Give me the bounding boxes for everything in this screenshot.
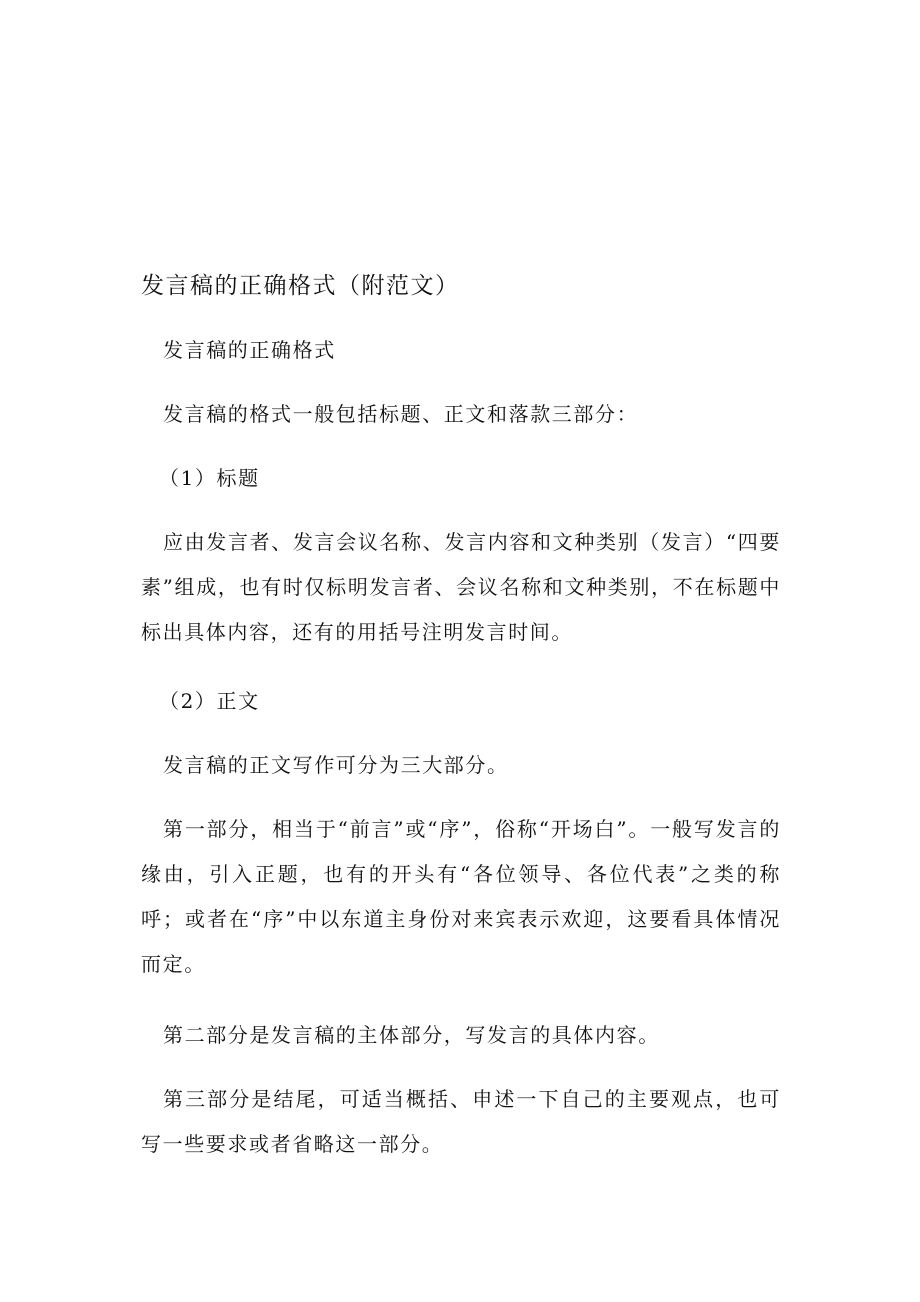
paragraph-part-two: 第二部分是发言稿的主体部分，写发言的具体内容。 <box>163 1023 660 1047</box>
paragraph-part-three: 第三部分是结尾，可适当概括、申述一下自己的主要观点，也可写一些要求或者省略这一部分。 <box>141 1087 781 1156</box>
paragraph-body-parts: 发言稿的正文写作可分为三大部分。 <box>163 753 509 777</box>
paragraph-format-overview: 发言稿的格式一般包括标题、正文和落款三部分： <box>163 402 639 426</box>
document-title: 发言稿的正确格式（附范文） <box>141 273 460 299</box>
section-heading: 发言稿的正确格式 <box>163 338 336 362</box>
subheading-body: （2）正文 <box>159 689 260 713</box>
subheading-title: （1）标题 <box>159 466 260 490</box>
paragraph-title-description: 应由发言者、发言会议名称、发言内容和文种类别（发言）“四要素”组成，也有时仅标明发言者、会议名称和文种类别，不在标题中标出具体内容，还有的用括号注明发言时间。 <box>141 530 781 644</box>
paragraph-part-one: 第一部分，相当于“前言”或“序”，俗称“开场白”。一般写发言的缘由，引入正题，也有的开头有“各位领导、各位代表”之类的称呼；或者在“序”中以东道主身份对来宾表示欢迎，这要看具体情况而定。 <box>141 817 781 976</box>
